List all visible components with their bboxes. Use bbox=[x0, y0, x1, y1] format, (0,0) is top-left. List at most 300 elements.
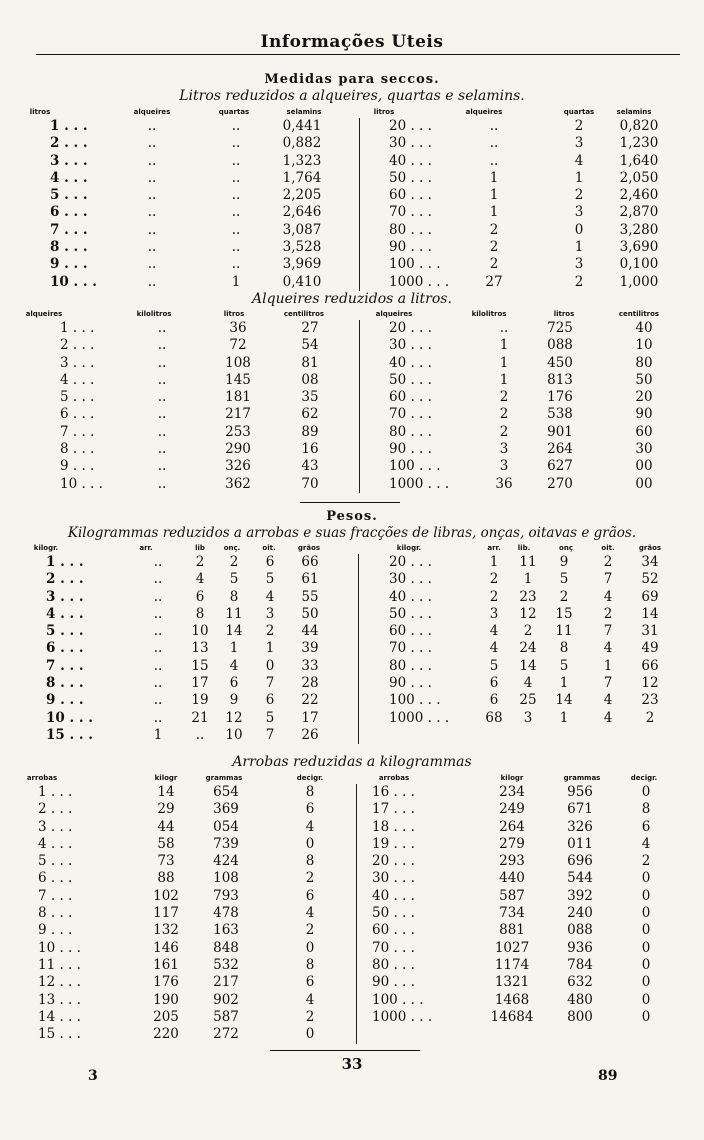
table-row bbox=[34, 118, 682, 135]
table-cell: 1,640 bbox=[619, 152, 659, 169]
table-cell: 0 bbox=[641, 870, 651, 887]
table-cell: 5 . . . bbox=[38, 853, 73, 870]
table-cell: 290 bbox=[225, 441, 251, 458]
table-cell: 8 . . . bbox=[38, 905, 73, 922]
table-cell: 6 . . . bbox=[60, 406, 95, 423]
table-cell: 1 bbox=[499, 337, 509, 354]
column-header: selamins bbox=[616, 108, 652, 116]
table-cell: 23 bbox=[519, 588, 537, 605]
table-cell: 6 bbox=[265, 692, 275, 709]
column-header: kilogr. bbox=[396, 544, 422, 552]
table-cell: 52 bbox=[641, 571, 659, 588]
table-cell: 2 bbox=[305, 870, 315, 887]
table-cell: .. bbox=[153, 571, 163, 588]
table-cell: .. bbox=[153, 692, 163, 709]
table-cell: 3 . . . bbox=[38, 818, 73, 835]
table-row bbox=[34, 853, 682, 870]
column-header: selamins bbox=[286, 108, 322, 116]
table-cell: 10 bbox=[225, 726, 243, 743]
table-cell: 163 bbox=[213, 922, 239, 939]
table-cell: 956 bbox=[567, 784, 593, 800]
column-header: litros bbox=[29, 108, 51, 116]
table-cell: 43 bbox=[301, 458, 319, 475]
table-cell: 2 bbox=[499, 406, 509, 423]
column-header: kilogr bbox=[154, 774, 178, 782]
table-row bbox=[34, 274, 682, 291]
table-row bbox=[34, 888, 682, 905]
table-cell: .. bbox=[157, 354, 167, 371]
table-cell: 35 bbox=[301, 389, 319, 406]
table-cell: 249 bbox=[499, 801, 525, 818]
column-header: litros bbox=[223, 310, 245, 318]
table-row bbox=[34, 355, 682, 372]
table-cell: 117 bbox=[153, 905, 179, 922]
table-cell: 279 bbox=[499, 835, 525, 852]
table-cell: .. bbox=[231, 152, 241, 169]
table-cell: 0 bbox=[641, 939, 651, 956]
table-cell: 2 bbox=[574, 118, 584, 134]
table-cell: 10 . . . bbox=[60, 475, 103, 492]
table-cell: 1 bbox=[489, 554, 499, 570]
table-cell: 4 bbox=[489, 623, 499, 640]
footer-left-mark: 3 bbox=[88, 1068, 98, 1084]
table-cell: 6 bbox=[195, 588, 205, 605]
table1-title: Litros reduzidos a alqueires, quartas e selamins. bbox=[179, 88, 525, 104]
table-cell: .. bbox=[231, 169, 241, 186]
table-cell: 9 . . . bbox=[60, 458, 95, 475]
table-kilogrammas-arrobas bbox=[34, 544, 682, 744]
column-divider bbox=[356, 784, 357, 1044]
table-row bbox=[34, 222, 682, 239]
table-row bbox=[34, 170, 682, 187]
table-cell: 4 bbox=[305, 991, 315, 1008]
table-cell: 8 bbox=[229, 588, 239, 605]
table-cell: 1468 bbox=[494, 991, 530, 1008]
table-cell: 4 bbox=[305, 905, 315, 922]
table-cell: 1,230 bbox=[619, 135, 659, 152]
column-header: kilolitros bbox=[136, 310, 172, 318]
table-row bbox=[34, 406, 682, 423]
table-cell: .. bbox=[157, 458, 167, 475]
table-cell: 100 . . . bbox=[389, 458, 441, 475]
table-cell: 5 bbox=[559, 657, 569, 674]
table-cell: 881 bbox=[499, 922, 525, 939]
table-cell: 0 bbox=[305, 835, 315, 852]
table-cell: 2 bbox=[574, 273, 584, 290]
table-cell: 8 bbox=[559, 640, 569, 657]
table-cell: .. bbox=[157, 389, 167, 406]
column-header: arrobas bbox=[378, 774, 410, 782]
table-cell: 2 bbox=[559, 588, 569, 605]
table-cell: 8 bbox=[195, 605, 205, 622]
table-cell: 2 bbox=[489, 239, 499, 256]
table-cell: 1000 . . . bbox=[389, 273, 450, 290]
table-cell: 13 bbox=[191, 640, 209, 657]
table-cell: 30 . . . bbox=[389, 337, 432, 354]
table-cell: 11 . . . bbox=[38, 956, 81, 973]
table-cell: 10 bbox=[635, 337, 653, 354]
table-cell: .. bbox=[153, 605, 163, 622]
table-cell: 587 bbox=[499, 887, 525, 904]
table-cell: 14 bbox=[519, 657, 537, 674]
table-cell: 4 bbox=[603, 692, 613, 709]
table-cell: 1000 . . . bbox=[372, 1008, 433, 1025]
table-cell: 12 bbox=[225, 709, 243, 726]
table-cell: 2 bbox=[603, 605, 613, 622]
table-cell: .. bbox=[157, 337, 167, 354]
table-cell: 1 bbox=[229, 640, 239, 657]
table-cell: 6 . . . bbox=[50, 204, 88, 221]
table-cell: 3,690 bbox=[619, 239, 659, 256]
table-cell: .. bbox=[157, 441, 167, 458]
table-cell: 40 . . . bbox=[389, 152, 432, 169]
table-cell: 532 bbox=[213, 956, 239, 973]
table-cell: .. bbox=[499, 320, 509, 336]
table-cell: 5 . . . bbox=[46, 623, 84, 640]
table-cell: 8 bbox=[641, 801, 651, 818]
table-cell: 4 bbox=[265, 588, 275, 605]
table-cell: 2,646 bbox=[282, 204, 322, 221]
table-cell: 0 bbox=[641, 991, 651, 1008]
column-header: grammas bbox=[563, 774, 601, 782]
table-cell: .. bbox=[147, 152, 157, 169]
table-cell: 20 . . . bbox=[389, 320, 432, 336]
table-cell: 264 bbox=[547, 441, 573, 458]
page-title: Informações Uteis bbox=[260, 32, 444, 52]
table-cell: .. bbox=[157, 423, 167, 440]
table-cell: .. bbox=[231, 221, 241, 238]
table-cell: 18 . . . bbox=[372, 818, 415, 835]
table-cell: 190 bbox=[153, 991, 179, 1008]
table-cell: 2 bbox=[499, 423, 509, 440]
table-cell: .. bbox=[153, 709, 163, 726]
table-cell: 7 . . . bbox=[38, 887, 73, 904]
table-cell: 9 . . . bbox=[38, 922, 73, 939]
table-cell: 696 bbox=[567, 853, 593, 870]
section-heading-medidas: Medidas para seccos. bbox=[264, 72, 440, 87]
table-cell: 2 . . . bbox=[60, 337, 95, 354]
table-row bbox=[34, 424, 682, 441]
table-cell: 8 bbox=[305, 853, 315, 870]
table-cell: 0 bbox=[305, 939, 315, 956]
table-cell: 40 . . . bbox=[389, 354, 432, 371]
table-cell: 6 . . . bbox=[38, 870, 73, 887]
column-header: decigr. bbox=[630, 774, 658, 782]
table-cell: 4 bbox=[603, 709, 613, 726]
table-cell: .. bbox=[231, 187, 241, 204]
table-cell: .. bbox=[153, 588, 163, 605]
table-row bbox=[34, 905, 682, 922]
table-cell: 0,410 bbox=[282, 273, 322, 290]
table-cell: 58 bbox=[157, 835, 175, 852]
table-cell: .. bbox=[147, 239, 157, 256]
table-cell: 424 bbox=[213, 853, 239, 870]
table-cell: 1 bbox=[559, 709, 569, 726]
table-cell: .. bbox=[231, 118, 241, 134]
table-cell: .. bbox=[489, 152, 499, 169]
table-cell: 61 bbox=[301, 571, 319, 588]
table-cell: 49 bbox=[641, 640, 659, 657]
table-cell: 14684 bbox=[490, 1008, 534, 1025]
table-cell: 34 bbox=[641, 554, 659, 570]
table-cell: 66 bbox=[301, 554, 319, 570]
table-cell: 1 . . . bbox=[38, 784, 73, 800]
table-cell: 132 bbox=[153, 922, 179, 939]
table-cell: 1 . . . bbox=[46, 554, 84, 570]
table-cell: 2 bbox=[603, 554, 613, 570]
table-cell: 7 . . . bbox=[60, 423, 95, 440]
table-cell: 70 bbox=[301, 475, 319, 492]
column-header: arrobas bbox=[26, 774, 58, 782]
table-cell: .. bbox=[147, 204, 157, 221]
table-cell: 739 bbox=[213, 835, 239, 852]
table-cell: 3 bbox=[265, 605, 275, 622]
table-cell: 17 bbox=[301, 709, 319, 726]
table-row bbox=[34, 1026, 682, 1043]
table-cell: 088 bbox=[567, 922, 593, 939]
table-cell: 102 bbox=[153, 887, 179, 904]
table-cell: 3,969 bbox=[282, 256, 322, 273]
table-cell: 1 . . . bbox=[50, 118, 88, 134]
table-row bbox=[34, 476, 682, 493]
table-cell: 23 bbox=[641, 692, 659, 709]
table-row bbox=[34, 940, 682, 957]
table-cell: 8 bbox=[305, 956, 315, 973]
table-cell: 326 bbox=[225, 458, 251, 475]
table-cell: 326 bbox=[567, 818, 593, 835]
table-cell: 90 . . . bbox=[389, 675, 432, 692]
table-cell: 88 bbox=[157, 870, 175, 887]
table-cell: 1174 bbox=[494, 956, 530, 973]
table-cell: 4 bbox=[489, 640, 499, 657]
table-cell: 205 bbox=[153, 1008, 179, 1025]
column-divider bbox=[358, 554, 359, 744]
table-cell: 4 . . . bbox=[46, 605, 84, 622]
table-cell: 26 bbox=[301, 726, 319, 743]
table-row bbox=[34, 870, 682, 887]
table-cell: 176 bbox=[547, 389, 573, 406]
table-cell: 734 bbox=[499, 905, 525, 922]
table-cell: 369 bbox=[213, 801, 239, 818]
table-cell: 14 bbox=[641, 605, 659, 622]
table-cell: 9 . . . bbox=[46, 692, 84, 709]
column-header: oit. bbox=[262, 544, 276, 552]
table-cell: 2 bbox=[305, 922, 315, 939]
table-cell: 27 bbox=[485, 273, 503, 290]
column-divider bbox=[359, 320, 360, 493]
table-cell: 784 bbox=[567, 956, 593, 973]
column-header: alqueires bbox=[375, 310, 413, 318]
table-cell: 6 bbox=[641, 818, 651, 835]
table-cell: 627 bbox=[547, 458, 573, 475]
table-cell: 25 bbox=[519, 692, 537, 709]
column-header: kilogr bbox=[500, 774, 524, 782]
table-cell: 5 bbox=[559, 571, 569, 588]
table-cell: 1 bbox=[603, 657, 613, 674]
table-cell: 11 bbox=[519, 554, 537, 570]
table-row bbox=[34, 801, 682, 818]
table-cell: 30 . . . bbox=[372, 870, 415, 887]
table-cell: 3,528 bbox=[282, 239, 322, 256]
table-cell: .. bbox=[147, 256, 157, 273]
table-cell: 12 . . . bbox=[38, 974, 81, 991]
table-cell: .. bbox=[153, 640, 163, 657]
table-cell: 0 bbox=[641, 1008, 651, 1025]
table-cell: 234 bbox=[499, 784, 525, 800]
table-cell: 15 bbox=[555, 605, 573, 622]
table-cell: 17 bbox=[191, 675, 209, 692]
table-cell: 1 bbox=[523, 571, 533, 588]
table-cell: 901 bbox=[547, 423, 573, 440]
table-cell: 1 bbox=[574, 169, 584, 186]
table-row bbox=[34, 992, 682, 1009]
table-cell: 40 bbox=[635, 320, 653, 336]
table-cell: 3,087 bbox=[282, 221, 322, 238]
column-header: lib. bbox=[517, 544, 531, 552]
table-cell: 6 bbox=[265, 554, 275, 570]
table-cell: 4 bbox=[603, 588, 613, 605]
table-cell: 2 bbox=[489, 221, 499, 238]
table-cell: 39 bbox=[301, 640, 319, 657]
table-cell: 3 . . . bbox=[46, 588, 84, 605]
column-header: oit. bbox=[601, 544, 615, 552]
table-cell: 3 bbox=[574, 204, 584, 221]
table-cell: .. bbox=[147, 169, 157, 186]
table-cell: 936 bbox=[567, 939, 593, 956]
table-cell: 3 bbox=[574, 135, 584, 152]
table-cell: 654 bbox=[213, 784, 239, 800]
column-header: grammas bbox=[205, 774, 243, 782]
table-cell: 2 bbox=[489, 256, 499, 273]
table4-title: Arrobas reduzidas a kilogrammas bbox=[232, 754, 472, 770]
column-header: onç bbox=[559, 544, 573, 552]
table-cell: 100 . . . bbox=[389, 256, 441, 273]
table-row bbox=[34, 922, 682, 939]
table-cell: 2,870 bbox=[619, 204, 659, 221]
table-cell: 10 . . . bbox=[38, 939, 81, 956]
table-cell: 90 . . . bbox=[372, 974, 415, 991]
table-cell: 2 bbox=[489, 588, 499, 605]
table-cell: 80 . . . bbox=[372, 956, 415, 973]
table-cell: .. bbox=[147, 135, 157, 152]
title-rule bbox=[36, 54, 680, 55]
table-cell: 440 bbox=[499, 870, 525, 887]
table-cell: 0 bbox=[641, 784, 651, 800]
table-cell: 145 bbox=[225, 371, 251, 388]
table-cell: 20 . . . bbox=[389, 118, 432, 134]
table-cell: 2 bbox=[305, 1008, 315, 1025]
table-cell: 7 bbox=[603, 571, 613, 588]
column-header: quartas bbox=[218, 108, 250, 116]
table-cell: 50 . . . bbox=[389, 605, 432, 622]
table-cell: .. bbox=[147, 273, 157, 290]
table-cell: 5 bbox=[265, 571, 275, 588]
table-cell: 80 . . . bbox=[389, 423, 432, 440]
table-cell: 6 bbox=[305, 887, 315, 904]
table-cell: 088 bbox=[547, 337, 573, 354]
table-cell: 0 bbox=[641, 887, 651, 904]
table-row bbox=[34, 441, 682, 458]
table-cell: 4 . . . bbox=[38, 835, 73, 852]
table-cell: 9 bbox=[229, 692, 239, 709]
table-cell: 90 . . . bbox=[389, 239, 432, 256]
table-cell: 1,323 bbox=[282, 152, 322, 169]
table-cell: 253 bbox=[225, 423, 251, 440]
table-row bbox=[34, 1009, 682, 1026]
table-cell: 2 bbox=[499, 389, 509, 406]
table-cell: 1,764 bbox=[282, 169, 322, 186]
table-cell: 36 bbox=[229, 320, 247, 336]
table-cell: 4 bbox=[603, 640, 613, 657]
table-cell: 14 bbox=[225, 623, 243, 640]
table-cell: 1321 bbox=[494, 974, 530, 991]
table-cell: 1 bbox=[231, 273, 241, 290]
table-header bbox=[25, 310, 682, 320]
table-cell: 848 bbox=[213, 939, 239, 956]
table-cell: 4 bbox=[305, 818, 315, 835]
table-cell: 30 . . . bbox=[389, 135, 432, 152]
table-cell: 27 bbox=[301, 320, 319, 336]
table-cell: 1 bbox=[489, 187, 499, 204]
table-cell: 1 bbox=[489, 169, 499, 186]
table-cell: 73 bbox=[157, 853, 175, 870]
table-cell: 50 . . . bbox=[389, 371, 432, 388]
table-cell: 217 bbox=[225, 406, 251, 423]
table-cell: 1000 . . . bbox=[389, 475, 450, 492]
column-header: alqueires bbox=[133, 108, 171, 116]
table-cell: 30 bbox=[635, 441, 653, 458]
table-cell: .. bbox=[157, 475, 167, 492]
table-cell: 80 . . . bbox=[389, 221, 432, 238]
table-cell: 81 bbox=[301, 354, 319, 371]
table-cell: 7 bbox=[603, 675, 613, 692]
table-cell: 11 bbox=[555, 623, 573, 640]
table-cell: 60 . . . bbox=[372, 922, 415, 939]
table-cell: 44 bbox=[157, 818, 175, 835]
table-cell: .. bbox=[153, 623, 163, 640]
table-cell: 450 bbox=[547, 354, 573, 371]
table-cell: 11 bbox=[225, 605, 243, 622]
table-cell: 671 bbox=[567, 801, 593, 818]
table-cell: 2 bbox=[265, 623, 275, 640]
table-cell: 66 bbox=[641, 657, 659, 674]
table-cell: 362 bbox=[225, 475, 251, 492]
table-row bbox=[34, 389, 682, 406]
column-header: quartas bbox=[563, 108, 595, 116]
table-cell: 60 . . . bbox=[389, 389, 432, 406]
table-cell: 50 bbox=[635, 371, 653, 388]
table-cell: 011 bbox=[567, 835, 593, 852]
table-row bbox=[34, 372, 682, 389]
table-cell: 813 bbox=[547, 371, 573, 388]
table-cell: 0,100 bbox=[619, 256, 659, 273]
table-cell: 240 bbox=[567, 905, 593, 922]
table-cell: 29 bbox=[157, 801, 175, 818]
table-row bbox=[34, 204, 682, 221]
table-cell: 70 . . . bbox=[389, 406, 432, 423]
table-cell: 70 . . . bbox=[389, 640, 432, 657]
table-cell: 2,050 bbox=[619, 169, 659, 186]
table-cell: 6 bbox=[489, 675, 499, 692]
table-cell: 6 . . . bbox=[46, 640, 84, 657]
table-litros-alqueires bbox=[29, 108, 682, 291]
table-cell: 17 . . . bbox=[372, 801, 415, 818]
table-cell: 3 bbox=[499, 458, 509, 475]
table-cell: 80 . . . bbox=[389, 657, 432, 674]
table-row bbox=[34, 187, 682, 204]
column-header: grãos bbox=[638, 544, 662, 552]
table-cell: 220 bbox=[153, 1026, 179, 1043]
